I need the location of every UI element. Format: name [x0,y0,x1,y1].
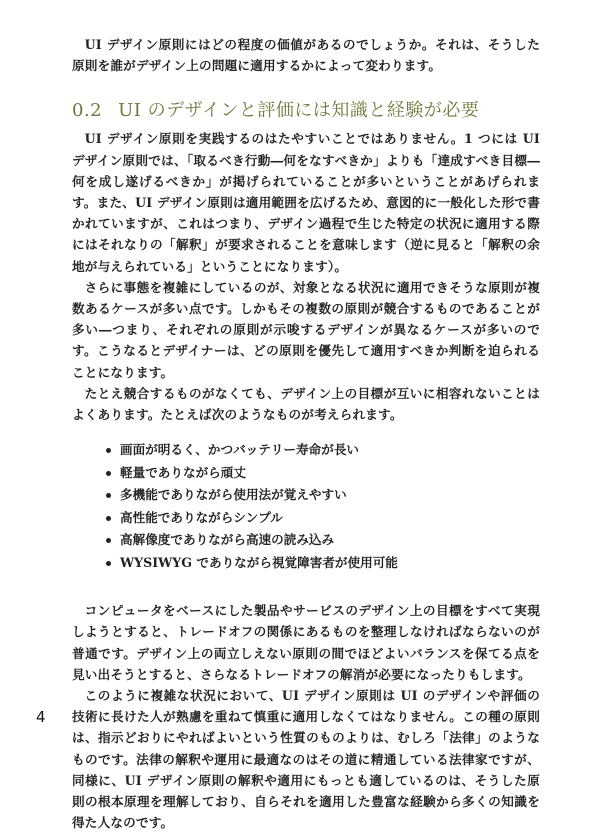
list-item-text: 高解像度でありながら高速の読み込み [120,532,335,548]
list-item [106,462,540,485]
section-title: UI のデザインと評価には知識と経験が必要 [118,100,480,122]
body-paragraph: たとえ競合するものがなくても、デザイン上の目標が互いに相容れないことはよくあります。たとえば次のようなものが考えられます。 [72,385,540,423]
body-paragraph: UI デザイン原則を実践するのはたやすいことではありません。1 つには UI デザイン原則では、「取るべき行動―何をなすべきか」よりも「達成すべき目標―何を成し遂げるべきか」が掲げられていることが多いということがあげられます。また、UI デザイン原則は適用範囲を広げるため、意図的に一般化した形で書かれていますが、これはつまり、デザイン過程で生じた特定の状況に適用する際にはそれなりの「解釈」が要求されることを意味します（逆に見ると「解釈の余地が与えられている」ということになります）。 [72,131,540,274]
page-body [72,34,540,833]
list-item-text: 高性能でありながらシンプル [120,509,283,525]
list-item [106,507,540,530]
list-item-text: WYSIWYG でありながら視覚障害者が使用可能 [120,554,398,570]
bullet-icon [106,448,111,453]
body-paragraph: コンピュータをベースにした製品やサービスのデザイン上の目標をすべて実現しようとすると、トレードオフの関係にあるものを整理しなければならないのが普通です。デザイン上の両立しえない原則の間でほどよいバランスを保てる点を見い出そうとすると、さらなるトレードオフの解消が必要になったりもします。 [72,603,540,682]
list-item [106,439,540,462]
list-item-text: 多機能でありながら使用法が覚えやすい [120,487,347,503]
spacer [72,586,540,600]
bullet-icon [106,538,111,543]
bullet-icon [106,561,111,566]
list-item [106,552,540,575]
body-paragraph: このように複雑な状況において、UI デザイン原則は UI のデザインや評価の技術に長けた人が熟慮を重ねて慎重に適用しなくてはなりません。この種の原則は、指示どおりにやればよいという性質のものよりは、むしろ「法律」のようなものです。法律の解釈や運用に最適なのはその道に精通している法律家ですが、同様に、UI デザイン原則の解釈や適用にもっとも適しているのは、そうした原則の根本原理を理解しており、自らそれを適用した豊富な経験から多くの知識を得た人なのです。 [72,688,540,831]
conflicting-goals-list [106,439,540,574]
intro-paragraph: UI デザイン原則にはどの程度の価値があるのでしょうか。それは、そうした原則を誰がデザイン上の問題に適用するかによって変わります。 [72,37,540,74]
bullet-icon [106,471,111,476]
bullet-icon [106,516,111,521]
list-item [106,484,540,507]
list-item-text: 画面が明るく、かつバッテリー寿命が長い [120,442,360,458]
bullet-icon [106,493,111,498]
list-item-text: 軽量でありながら頑丈 [120,464,246,480]
section-number: 0.2 [72,100,103,122]
section-heading [72,96,540,122]
body-paragraph: さらに事態を複雑にしているのが、対象となる状況に適用できそうな原則が複数あるケースが多い点です。しかもその複数の原則が競合するものであることが多い―つまり、それぞれの原則が示唆するデザインが異なるケースが多いのです。こうなるとデザイナーは、どの原則を優先して適用すべきか判断を迫られることになります。 [72,279,540,380]
list-item [106,529,540,552]
page-number: 4 [36,708,46,726]
